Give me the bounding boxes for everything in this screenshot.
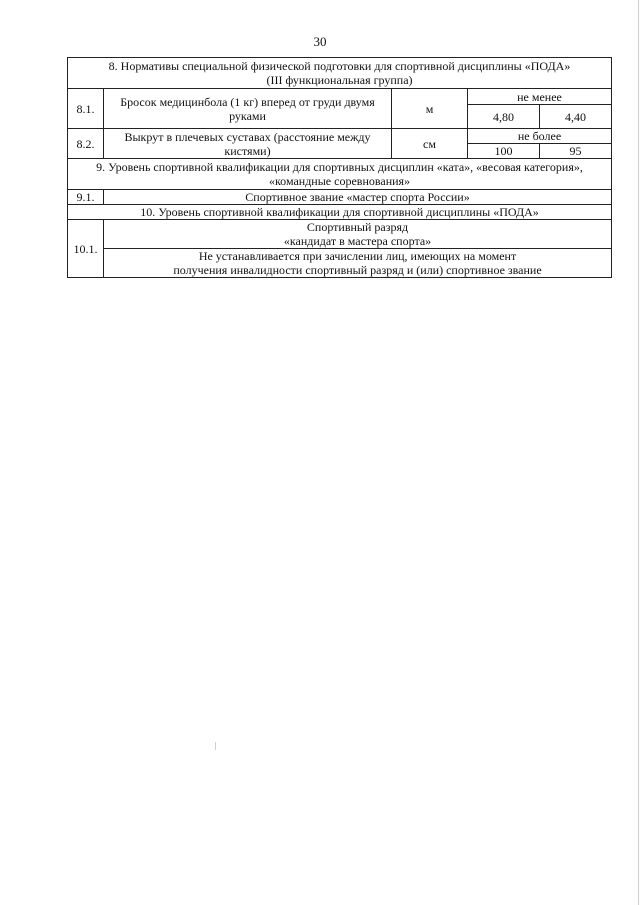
scan-edge-line [638,0,639,905]
page-number: 30 [313,34,327,49]
exercise-line2: руками [229,108,266,123]
section9-header-row [68,159,612,190]
unit-cell: см [392,129,468,159]
row-number: 9.1. [68,190,104,205]
section8-title [68,58,612,89]
rank-line2: «кандидат в мастера спорта» [283,234,432,248]
table-row-8-2 [68,129,612,144]
section9-title [68,159,612,190]
value-male: 100 [468,144,540,159]
exercise-line1: Бросок медицинбола (1 кг) вперед от груди двумя [120,94,375,109]
value-female: 4,40 [540,105,612,129]
section9-title-line1: 9. Уровень спортивной квалификации для спортивных дисциплин «ката», «весовая категория», [96,160,583,174]
note-line2: получения инвалидности спортивный разряд и (или) спортивное звание [173,263,542,277]
table-row-9-1 [68,190,612,205]
section9-title-line2: «командные соревнования» [268,174,411,188]
row-number: 8.1. [68,89,104,129]
table-row-10-1 [68,220,612,249]
exercise-cell [104,129,392,159]
value-female: 95 [540,144,612,159]
value-male: 4,80 [468,105,540,129]
criterion-cell: не более [468,129,612,144]
section10-title: 10. Уровень спортивной квалификации для спортивной дисциплины «ПОДА» [68,205,612,220]
table-row-8-1 [68,89,612,105]
note-line1: Не устанавливается при зачислении лиц, имеющих на момент [198,249,517,263]
qualification-cell: Спортивное звание «мастер спорта России» [104,190,612,205]
exercise-cell [104,89,392,129]
row-number: 8.2. [68,129,104,159]
unit-cell: м [392,89,468,129]
section8-header-row [68,58,612,89]
scan-speck [215,742,216,750]
rank-cell [104,220,612,249]
rank-line1: Спортивный разряд [306,220,409,234]
criterion-cell: не менее [468,89,612,105]
section10-header-row [68,205,612,220]
exercise-line2: кистями) [224,143,271,158]
norms-table [67,57,612,278]
exercise-line1: Выкрут в плечевых суставах (расстояние между [124,129,371,144]
section8-title-line2: (III функциональная группа) [266,73,413,87]
note-cell [104,249,612,278]
row-number: 10.1. [68,220,104,278]
table-row-10-1-note [68,249,612,278]
section8-title-line1: 8. Нормативы специальной физической подготовки для спортивной дисциплины «ПОДА» [108,59,571,73]
